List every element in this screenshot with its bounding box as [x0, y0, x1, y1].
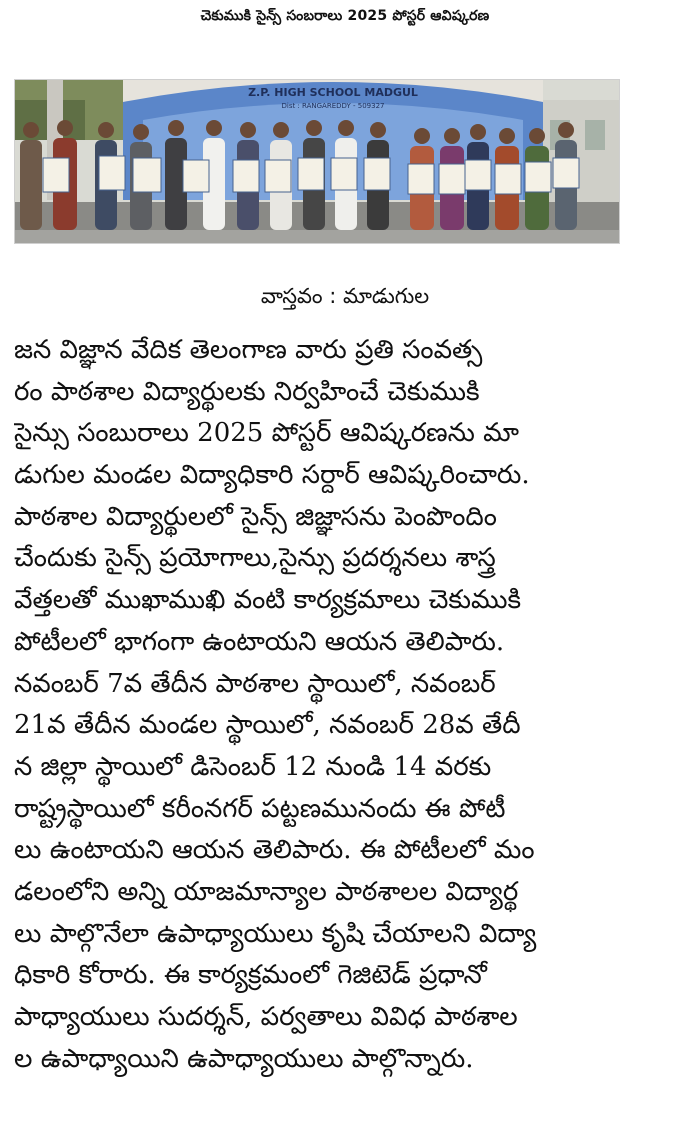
article-body — [14, 330, 620, 1080]
headline: చెకుముకి సైన్స్ సంబరాలు 2025 పోస్టర్ ఆవిష్కరణ — [200, 8, 490, 24]
body-line: పాధ్యాయులు సుదర్శన్, పర్వతాలు వివిధ పాఠశాల — [14, 1002, 518, 1032]
body-line: లు ఉంటాయని ఆయన తెలిపారు. ఈ పోటీలలో మం — [14, 835, 535, 866]
dateline: వాస్తవం : మాడుగుల — [260, 284, 430, 308]
news-photo — [14, 79, 620, 244]
body-line: ధికారి కోరారు. ఈ కార్యక్రమంలో గెజిటెడ్ ప్రధానో — [14, 960, 487, 991]
body-line: వేత్తలతో ముఖాముఖి వంటి కార్యక్రమాలు చెకుముకి — [14, 585, 522, 616]
body-line: చేందుకు సైన్స్ ప్రయోగాలు,సైన్సు ప్రదర్శనలు శాస్త్ర — [14, 543, 496, 574]
body-line: ల ఉపాధ్యాయిని ఉపాధ్యాయులు పాల్గొన్నారు. — [14, 1043, 474, 1074]
body-line: పాఠశాల విద్యార్థులలో సైన్స్ జిజ్ఞాసను పెంపొందిం — [14, 501, 497, 532]
body-line: లు పాల్గొనేలా ఉపాధ్యాయులు కృషి చేయాలని విద్యా — [14, 918, 537, 949]
banner-school-name: Z.P. HIGH SCHOOL MADGUL — [248, 86, 418, 99]
body-line: జన విజ్ఞాన వేదిక తెలంగాణ వారు ప్రతి సంవత్స — [14, 335, 483, 365]
body-line: డలంలోని అన్ని యాజమాన్యాల పాఠశాలల విద్యార్థ — [14, 876, 519, 907]
body-line: రాష్ట్రస్థాయిలో కరీంనగర్ పట్టణమునందు ఈ పోటీ — [14, 793, 506, 824]
body-line: 21వ తేదీన మండల స్థాయిలో, నవంబర్ 28వ తేదీ — [14, 710, 521, 741]
body-line: నవంబర్ 7వ తేదీన పాఠశాల స్థాయిలో, నవంబర్ — [14, 668, 496, 699]
body-line: రం పాఠశాల విద్యార్థులకు నిర్వహించే చెకుముకి — [14, 376, 480, 407]
body-line: డుగుల మండల విద్యాధికారి సర్దార్ ఆవిష్కరించారు. — [14, 460, 530, 491]
body-line: న జిల్లా స్థాయిలో డిసెంబర్ 12 నుండి 14 వరకు — [14, 751, 492, 782]
body-line: పోటీలలో భాగంగా ఉంటాయని ఆయన తెలిపారు. — [14, 626, 505, 657]
body-line: సైన్సు సంబురాలు 2025 పోస్టర్ ఆవిష్కరణను మా — [14, 418, 519, 449]
banner-subtitle: Dist : RANGAREDDY - 509327 — [281, 102, 385, 110]
